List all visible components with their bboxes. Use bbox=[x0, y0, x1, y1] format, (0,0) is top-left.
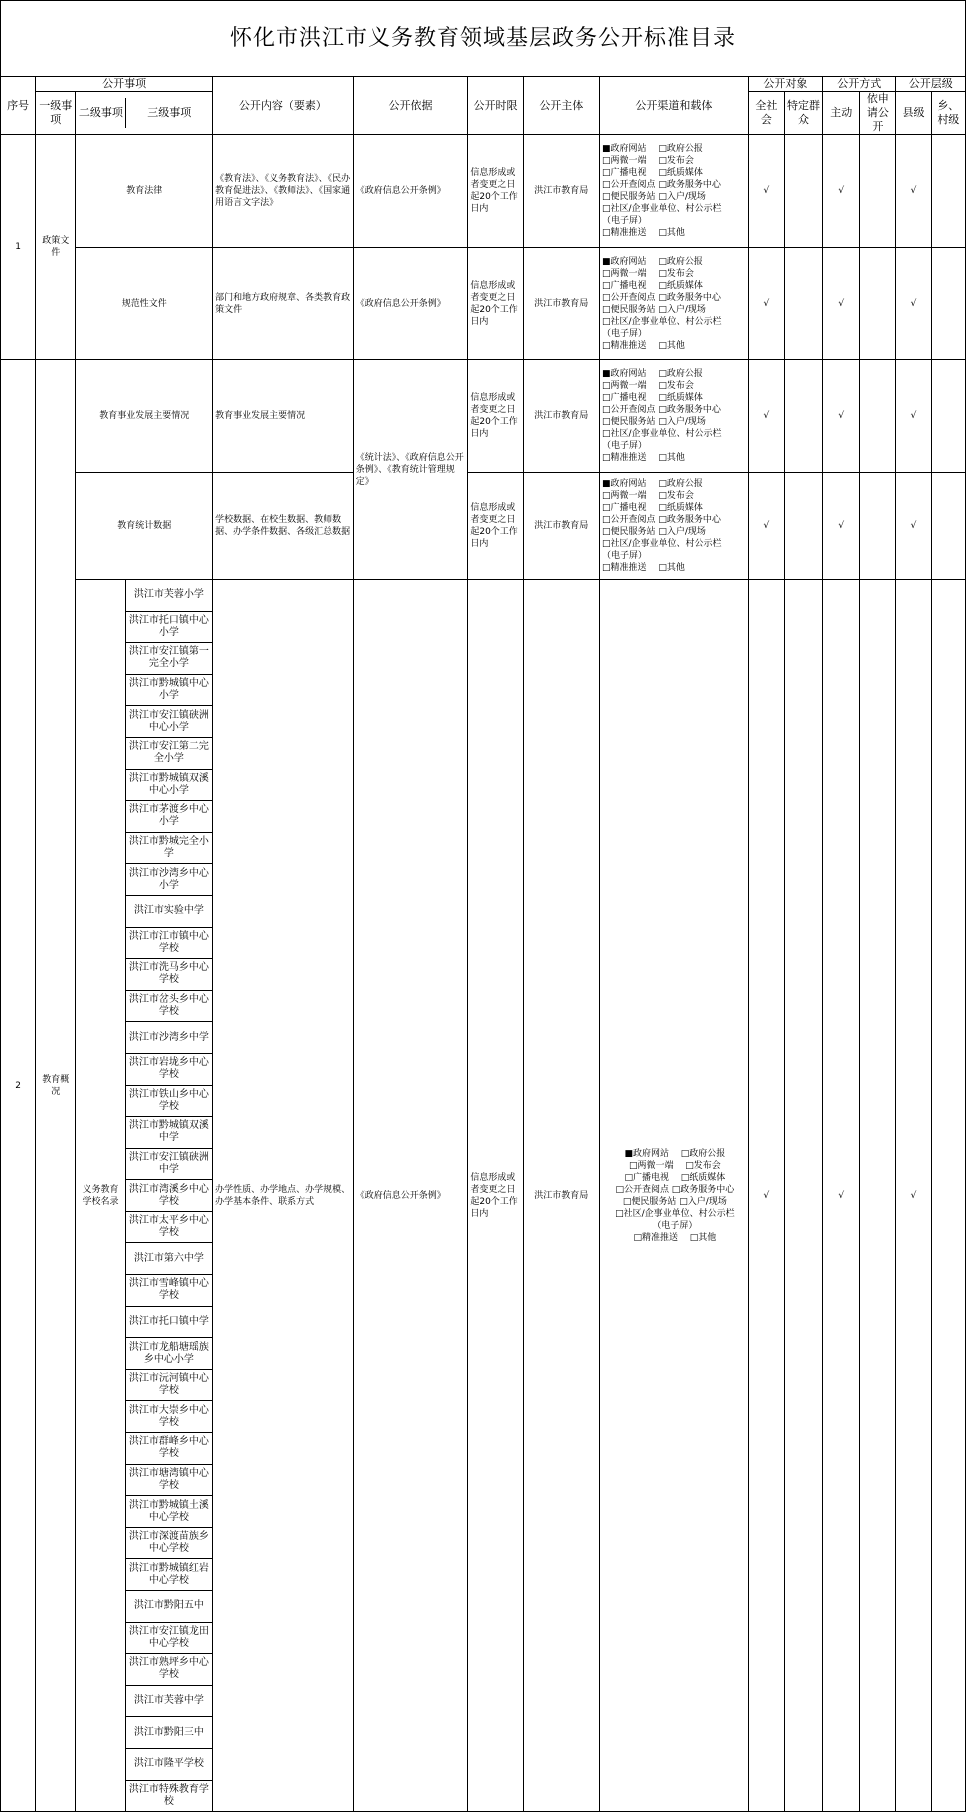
school-name: 洪江市沅河镇中心学校 bbox=[125, 1369, 212, 1401]
channel-line: □便民服务站 □入户/现场 bbox=[622, 1196, 727, 1207]
school-name: 洪江市隆平学校 bbox=[125, 1748, 212, 1780]
header-level2-3 bbox=[76, 92, 213, 135]
header-level2: 二级事项 bbox=[76, 98, 126, 128]
school-name: 洪江市黔城镇土溪中心学校 bbox=[125, 1496, 212, 1528]
row1b-channel: ■政府网站 □政府公报 □两微一端 □发布会 □广播电视 □纸质媒体 □公开查阅点 □政务服务中心 □便民服务站 □入户/现场 □社区/企事业单位、村公示栏 （电子屏） □精准推送 □其他 bbox=[600, 248, 749, 360]
row2b-level3: 教育统计数据 bbox=[76, 473, 213, 580]
school-name: 洪江市太平乡中心学校 bbox=[125, 1211, 212, 1243]
row2ab-basis: 《统计法》、《政府信息公开条例》、《教育统计管理规定》 bbox=[353, 360, 468, 580]
header-item-group: 公开事项 bbox=[36, 77, 213, 92]
row2a-channel: ■政府网站 □政府公报 □两微一端 □发布会 □广播电视 □纸质媒体 □公开查阅点 □政务服务中心 □便民服务站 □入户/现场 □社区/企事业单位、村公示栏 （电子屏） □精准推送 □其他 bbox=[600, 360, 749, 473]
school-name: 洪江市安江镇第一完全小学 bbox=[125, 643, 212, 675]
school-name: 洪江市深渡苗族乡中心学校 bbox=[125, 1527, 212, 1559]
school-name: 洪江市黔城镇中心小学 bbox=[125, 674, 212, 706]
header-deadline: 公开时限 bbox=[468, 77, 523, 135]
row2c-level-village bbox=[931, 580, 965, 1812]
school-name: 洪江市芙蓉小学 bbox=[125, 580, 212, 612]
row1a-subject: 洪江市教育局 bbox=[523, 135, 599, 248]
header-target-group: 公开对象 bbox=[748, 77, 822, 92]
page-title: 怀化市洪江市义务教育领域基层政务公开标准目录 bbox=[1, 1, 966, 77]
row2a-method-request bbox=[860, 360, 896, 473]
row1a-level3: 教育法律 bbox=[76, 135, 213, 248]
row2b-deadline: 信息形成或者变更之日起20个工作日内 bbox=[468, 473, 523, 580]
row2b-channel: ■政府网站 □政府公报 □两微一端 □发布会 □广播电视 □纸质媒体 □公开查阅点 □政务服务中心 □便民服务站 □入户/现场 □社区/企事业单位、村公示栏 （电子屏） □精准推送 □其他 bbox=[600, 473, 749, 580]
header-seq: 序号 bbox=[1, 77, 36, 135]
school-name: 洪江市黔城镇红岩中心学校 bbox=[125, 1559, 212, 1591]
school-name: 洪江市铁山乡中心学校 bbox=[125, 1085, 212, 1117]
row2a-level3: 教育事业发展主要情况 bbox=[76, 360, 213, 473]
school-name: 洪江市黔阳三中 bbox=[125, 1717, 212, 1749]
row2a-subject: 洪江市教育局 bbox=[523, 360, 599, 473]
row2c-target-specific bbox=[784, 580, 822, 1812]
row1a-target-specific bbox=[784, 135, 822, 248]
school-name: 洪江市安江第二完全小学 bbox=[125, 737, 212, 769]
header-channel: 公开渠道和载体 bbox=[600, 77, 749, 135]
row2c-channel bbox=[600, 580, 749, 1812]
row2c-method-active-check: √ bbox=[823, 580, 860, 1812]
channel-line: □社区/企事业单位、村公示栏 bbox=[615, 1208, 735, 1219]
school-name: 洪江市特殊教育学校 bbox=[125, 1780, 212, 1812]
school-name: 洪江市黔城镇双溪中学 bbox=[125, 1117, 212, 1149]
header-content: 公开内容（要素） bbox=[213, 77, 354, 135]
row1b-deadline: 信息形成或者变更之日起20个工作日内 bbox=[468, 248, 523, 360]
school-name: 洪江市安江镇硖洲中学 bbox=[125, 1148, 212, 1180]
header-level-village: 乡、村级 bbox=[931, 92, 965, 135]
row1a-level-county-check: √ bbox=[896, 135, 931, 248]
row2-seq: 2 bbox=[1, 360, 36, 1812]
row2a-target-specific bbox=[784, 360, 822, 473]
school-name: 洪江市托口镇中学 bbox=[125, 1306, 212, 1338]
header-target-all: 全社会 bbox=[748, 92, 784, 135]
row1a-level-village bbox=[931, 135, 965, 248]
row2c-target-all-check: √ bbox=[748, 580, 784, 1812]
row2b-subject: 洪江市教育局 bbox=[523, 473, 599, 580]
row1b-target-specific bbox=[784, 248, 822, 360]
row2c-level-county-check: √ bbox=[896, 580, 931, 1812]
school-name: 洪江市岔头乡中心学校 bbox=[125, 990, 212, 1022]
school-name: 洪江市托口镇中心小学 bbox=[125, 611, 212, 643]
school-name: 洪江市黔城完全小学 bbox=[125, 832, 212, 864]
row1a-target-all-check: √ bbox=[748, 135, 784, 248]
row1b-subject: 洪江市教育局 bbox=[523, 248, 599, 360]
header-method-group: 公开方式 bbox=[823, 77, 896, 92]
school-name: 洪江市沙湾乡中学 bbox=[125, 1022, 212, 1054]
row2b-level-village bbox=[931, 473, 965, 580]
channel-line: □广播电视 □纸质媒体 bbox=[624, 1172, 726, 1183]
row2b-target-specific bbox=[784, 473, 822, 580]
row1-level1: 政策文件 bbox=[36, 135, 76, 360]
header-subject: 公开主体 bbox=[523, 77, 599, 135]
row2a-level-village bbox=[931, 360, 965, 473]
row1a-deadline: 信息形成或者变更之日起20个工作日内 bbox=[468, 135, 523, 248]
school-name: 洪江市茅渡乡中心小学 bbox=[125, 801, 212, 833]
school-name: 洪江市岩垅乡中心学校 bbox=[125, 1053, 212, 1085]
school-name: 洪江市大崇乡中心学校 bbox=[125, 1401, 212, 1433]
school-name: 洪江市熟坪乡中心学校 bbox=[125, 1654, 212, 1686]
row2a-deadline: 信息形成或者变更之日起20个工作日内 bbox=[468, 360, 523, 473]
row2c-basis: 《政府信息公开条例》 bbox=[353, 580, 468, 1812]
header-target-specific: 特定群众 bbox=[784, 92, 822, 135]
school-name: 洪江市第六中学 bbox=[125, 1243, 212, 1275]
row1a-method-request bbox=[860, 135, 896, 248]
header-level3: 三级事项 bbox=[147, 106, 192, 119]
row1b-level-county-check: √ bbox=[896, 248, 931, 360]
school-name: 洪江市塘湾镇中心学校 bbox=[125, 1464, 212, 1496]
channel-line: □公开查阅点 □政务服务中心 bbox=[615, 1184, 735, 1195]
row1b-content: 部门和地方政府规章、各类教育政策文件 bbox=[213, 248, 354, 360]
row2b-level-county-check: √ bbox=[896, 473, 931, 580]
school-name: 洪江市沙湾乡中心小学 bbox=[125, 864, 212, 896]
row2c-deadline: 信息形成或者变更之日起20个工作日内 bbox=[468, 580, 523, 1812]
row2a-level-county-check: √ bbox=[896, 360, 931, 473]
channel-line: （电子屏） bbox=[652, 1220, 698, 1231]
row1a-content: 《教育法》、《义务教育法》、《民办教育促进法》、《教师法》、《国家通用语言文字法》 bbox=[213, 135, 354, 248]
row1b-level3: 规范性文件 bbox=[76, 248, 213, 360]
row2a-method-active-check: √ bbox=[823, 360, 860, 473]
school-name: 洪江市群峰乡中心学校 bbox=[125, 1433, 212, 1465]
header-level1: 一级事项 bbox=[36, 92, 76, 135]
header-level-group: 公开层级 bbox=[896, 77, 966, 92]
row1b-level-village bbox=[931, 248, 965, 360]
row1b-target-all-check: √ bbox=[748, 248, 784, 360]
header-method-request: 依申请公开 bbox=[860, 92, 896, 135]
row2c-method-request bbox=[860, 580, 896, 1812]
row1b-method-request bbox=[860, 248, 896, 360]
row1-seq: 1 bbox=[1, 135, 36, 360]
school-name: 洪江市黔城镇双溪中心小学 bbox=[125, 769, 212, 801]
row2a-target-all-check: √ bbox=[748, 360, 784, 473]
row2b-method-active-check: √ bbox=[823, 473, 860, 580]
row2c-content: 办学性质、办学地点、办学规模、办学基本条件、联系方式 bbox=[213, 580, 354, 1812]
channel-line: ■政府网站 □政府公报 bbox=[624, 1148, 726, 1159]
row1a-channel: ■政府网站 □政府公报 □两微一端 □发布会 □广播电视 □纸质媒体 □公开查阅点 □政务服务中心 □便民服务站 □入户/现场 □社区/企事业单位、村公示栏 （电子屏） □精准推送 □其他 bbox=[600, 135, 749, 248]
row2c-level2: 义务教育学校名录 bbox=[76, 580, 125, 1812]
row1a-basis: 《政府信息公开条例》 bbox=[353, 135, 468, 248]
school-name: 洪江市黔阳五中 bbox=[125, 1591, 212, 1623]
row2b-method-request bbox=[860, 473, 896, 580]
school-name: 洪江市江市镇中心学校 bbox=[125, 927, 212, 959]
row2b-target-all-check: √ bbox=[748, 473, 784, 580]
channel-line: □精准推送 □其他 bbox=[633, 1232, 717, 1243]
header-method-active: 主动 bbox=[823, 92, 860, 135]
row2a-content: 教育事业发展主要情况 bbox=[213, 360, 354, 473]
header-level-county: 县级 bbox=[896, 92, 931, 135]
school-name: 洪江市龙船塘瑶族乡中心小学 bbox=[125, 1338, 212, 1370]
channel-line: □两微一端 □发布会 bbox=[628, 1160, 721, 1171]
school-name: 洪江市洗马乡中心学校 bbox=[125, 959, 212, 991]
row1b-method-active-check: √ bbox=[823, 248, 860, 360]
row1b-basis: 《政府信息公开条例》 bbox=[353, 248, 468, 360]
header-basis: 公开依据 bbox=[353, 77, 468, 135]
row2b-content: 学校数据、在校生数据、教师数据、办学条件数据、各级汇总数据 bbox=[213, 473, 354, 580]
school-name: 洪江市安江镇龙田中心学校 bbox=[125, 1622, 212, 1654]
row1a-method-active-check: √ bbox=[823, 135, 860, 248]
school-name: 洪江市雪峰镇中心学校 bbox=[125, 1275, 212, 1307]
row2-level1: 教育概况 bbox=[36, 360, 76, 1812]
school-name: 洪江市湾溪乡中心学校 bbox=[125, 1180, 212, 1212]
school-name: 洪江市安江镇硖洲中心小学 bbox=[125, 706, 212, 738]
school-name: 洪江市芙蓉中学 bbox=[125, 1685, 212, 1717]
row2c-subject: 洪江市教育局 bbox=[523, 580, 599, 1812]
school-name: 洪江市实验中学 bbox=[125, 895, 212, 927]
